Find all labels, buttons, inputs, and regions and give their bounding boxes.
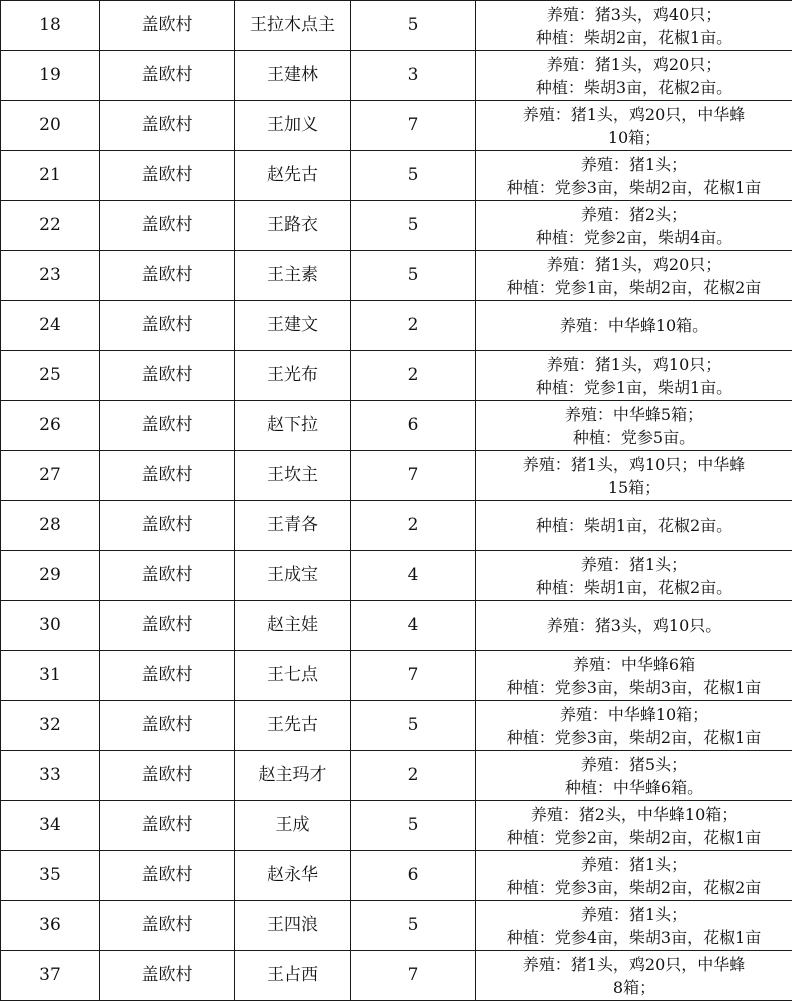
industry-detail-cell [476,201,792,251]
village-cell: 盖欧村 [100,301,235,351]
village-cell: 盖欧村 [100,401,235,451]
industry-detail-cell [476,101,792,151]
table-row [1,801,792,851]
table-row [1,51,792,101]
row-number-cell: 21 [1,151,100,201]
industry-detail-line: 种植：党参2亩，柴胡2亩，花椒1亩 [506,827,762,847]
industry-detail-line: 种植：党参1亩，柴胡1亩。 [535,377,733,397]
industry-detail-line: 养殖：猪1头，鸡20只，中华蜂 [522,104,746,124]
industry-detail-line: 种植：柴胡3亩，花椒2亩。 [535,77,733,97]
household-name-cell: 王拉木点主 [235,1,351,51]
member-count-cell: 5 [351,151,476,201]
row-number-cell: 19 [1,51,100,101]
village-cell: 盖欧村 [100,601,235,651]
member-count-cell: 2 [351,751,476,801]
industry-detail-line: 10箱； [607,127,661,147]
industry-detail-line: 8箱； [612,977,656,997]
industry-detail-line: 养殖：猪5头； [580,754,688,774]
member-count-cell: 2 [351,301,476,351]
industry-detail-cell [476,701,792,751]
industry-detail-cell [476,451,792,501]
industry-detail-line: 种植：中华蜂6箱。 [564,777,704,797]
industry-detail-cell [476,751,792,801]
table-row [1,951,792,1001]
industry-detail-cell [476,151,792,201]
row-number-cell: 26 [1,401,100,451]
member-count-cell: 2 [351,501,476,551]
household-name-cell: 王建文 [235,301,351,351]
village-cell: 盖欧村 [100,351,235,401]
village-cell: 盖欧村 [100,951,235,1001]
village-cell: 盖欧村 [100,851,235,901]
industry-detail-cell [476,651,792,701]
table-row [1,501,792,551]
industry-detail-line: 养殖：猪2头； [580,204,688,224]
industry-detail-line: 养殖：猪1头，鸡20只，中华蜂 [522,954,746,974]
industry-detail-cell [476,51,792,101]
row-number-cell: 31 [1,651,100,701]
village-cell: 盖欧村 [100,101,235,151]
industry-detail-cell [476,901,792,951]
industry-detail-line: 种植：党参1亩，柴胡2亩，花椒2亩 [506,277,762,297]
table-row [1,401,792,451]
table-row [1,351,792,401]
household-name-cell: 赵主娃 [235,601,351,651]
row-number-cell: 27 [1,451,100,501]
industry-detail-line: 种植：党参3亩，柴胡3亩，花椒1亩 [506,677,762,697]
member-count-cell: 3 [351,51,476,101]
member-count-cell: 4 [351,551,476,601]
industry-detail-cell [476,551,792,601]
row-number-cell: 29 [1,551,100,601]
industry-detail-line: 养殖：猪1头； [580,904,688,924]
village-cell: 盖欧村 [100,201,235,251]
row-number-cell: 23 [1,251,100,301]
industry-detail-line: 养殖：中华蜂10箱。 [559,316,709,335]
household-name-cell: 赵先古 [235,151,351,201]
village-cell: 盖欧村 [100,51,235,101]
row-number-cell: 30 [1,601,100,651]
household-name-cell: 王先古 [235,701,351,751]
row-number-cell: 37 [1,951,100,1001]
village-cell: 盖欧村 [100,701,235,751]
village-cell: 盖欧村 [100,551,235,601]
member-count-cell: 7 [351,651,476,701]
table-row [1,651,792,701]
household-name-cell: 王路衣 [235,201,351,251]
household-name-cell: 王七点 [235,651,351,701]
member-count-cell: 5 [351,801,476,851]
member-count-cell: 5 [351,901,476,951]
member-count-cell: 5 [351,1,476,51]
member-count-cell: 5 [351,701,476,751]
household-name-cell: 王坎主 [235,451,351,501]
industry-detail-line: 种植：党参3亩，柴胡2亩，花椒2亩 [506,877,762,897]
industry-detail-cell [476,951,792,1001]
household-name-cell: 王成宝 [235,551,351,601]
industry-detail-line: 养殖：猪3头，鸡10只。 [546,616,722,635]
industry-detail-line: 种植：党参3亩，柴胡2亩，花椒1亩 [506,177,762,197]
household-name-cell: 王光布 [235,351,351,401]
row-number-cell: 35 [1,851,100,901]
industry-detail-cell [476,1,792,51]
household-name-cell: 赵主玛才 [235,751,351,801]
industry-detail-line: 养殖：中华蜂6箱 [572,654,696,674]
household-name-cell: 赵下拉 [235,401,351,451]
table-row [1,301,792,351]
industry-detail-line: 养殖：猪1头，鸡20只； [546,254,722,274]
table-row [1,451,792,501]
member-count-cell: 2 [351,351,476,401]
village-cell: 盖欧村 [100,801,235,851]
village-cell: 盖欧村 [100,151,235,201]
industry-detail-line: 种植：柴胡2亩，花椒1亩。 [535,27,733,47]
industry-detail-cell [476,401,792,451]
industry-detail-line: 种植：党参5亩。 [572,427,696,447]
row-number-cell: 36 [1,901,100,951]
member-count-cell: 6 [351,851,476,901]
household-name-cell: 赵永华 [235,851,351,901]
row-number-cell: 33 [1,751,100,801]
table-row [1,251,792,301]
industry-detail-cell [476,251,792,301]
row-number-cell: 22 [1,201,100,251]
household-name-cell: 王建林 [235,51,351,101]
member-count-cell: 6 [351,401,476,451]
industry-detail-line: 养殖：中华蜂10箱； [559,704,709,724]
table-row [1,601,792,651]
row-number-cell: 24 [1,301,100,351]
industry-detail-line: 养殖：猪1头； [580,154,688,174]
row-number-cell: 34 [1,801,100,851]
village-cell: 盖欧村 [100,901,235,951]
village-cell: 盖欧村 [100,1,235,51]
table-row [1,201,792,251]
table-row [1,851,792,901]
industry-detail-line: 养殖：猪1头，鸡10只； [546,354,722,374]
village-cell: 盖欧村 [100,751,235,801]
industry-detail-line: 养殖：猪1头，鸡20只； [546,54,722,74]
table-row [1,551,792,601]
village-cell: 盖欧村 [100,451,235,501]
member-count-cell: 4 [351,601,476,651]
industry-detail-cell [476,801,792,851]
household-name-cell: 王四浪 [235,901,351,951]
row-number-cell: 32 [1,701,100,751]
industry-detail-line: 种植：柴胡1亩，花椒2亩。 [535,516,733,535]
row-number-cell: 28 [1,501,100,551]
household-name-cell: 王成 [235,801,351,851]
industry-detail-line: 种植：柴胡1亩，花椒2亩。 [535,577,733,597]
row-number-cell: 25 [1,351,100,401]
household-table-body [1,1,792,1001]
member-count-cell: 7 [351,451,476,501]
village-cell: 盖欧村 [100,501,235,551]
household-name-cell: 王占西 [235,951,351,1001]
household-name-cell: 王加义 [235,101,351,151]
industry-detail-cell [476,501,792,551]
table-row [1,901,792,951]
member-count-cell: 5 [351,251,476,301]
industry-detail-cell [476,851,792,901]
industry-detail-line: 养殖：猪3头，鸡40只； [546,4,722,24]
member-count-cell: 7 [351,101,476,151]
household-name-cell: 王主素 [235,251,351,301]
industry-detail-line: 养殖：猪2头，中华蜂10箱； [530,804,738,824]
village-cell: 盖欧村 [100,651,235,701]
industry-detail-cell [476,351,792,401]
industry-detail-line: 养殖：猪1头； [580,854,688,874]
table-row [1,751,792,801]
table-row [1,101,792,151]
industry-detail-line: 15箱； [607,477,661,497]
row-number-cell: 18 [1,1,100,51]
table-row [1,151,792,201]
household-name-cell: 王青各 [235,501,351,551]
industry-detail-line: 种植：党参2亩，柴胡4亩。 [535,227,733,247]
table-row [1,701,792,751]
member-count-cell: 5 [351,201,476,251]
industry-detail-line: 养殖：中华蜂5箱； [564,404,704,424]
row-number-cell: 20 [1,101,100,151]
industry-detail-line: 养殖：猪1头，鸡10只；中华蜂 [522,454,746,474]
industry-detail-line: 种植：党参3亩，柴胡2亩，花椒1亩 [506,727,762,747]
industry-detail-cell [476,601,792,651]
industry-detail-cell [476,301,792,351]
industry-detail-line: 种植：党参4亩，柴胡3亩，花椒1亩 [506,927,762,947]
table-row [1,1,792,51]
industry-detail-line: 养殖：猪1头； [580,554,688,574]
member-count-cell: 7 [351,951,476,1001]
village-cell: 盖欧村 [100,251,235,301]
